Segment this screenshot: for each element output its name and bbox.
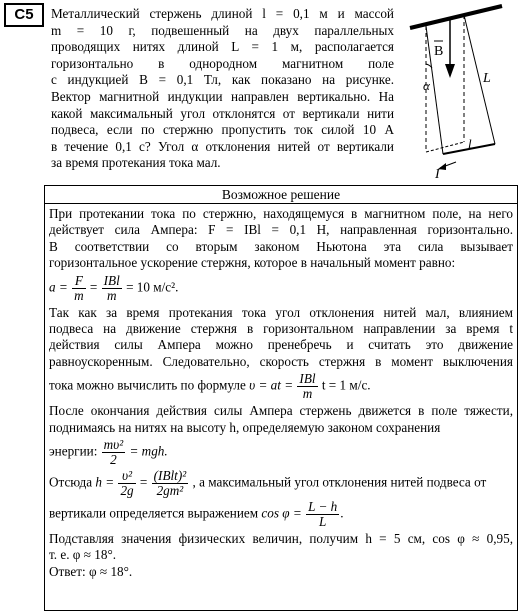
equation-cos [49, 500, 513, 529]
solution-body [45, 204, 517, 580]
solution-line: действия силы Ампера можно пренебречь и считать это движение [49, 337, 513, 353]
eq-text: энергии: [49, 443, 98, 459]
fraction [297, 372, 317, 401]
fraction [118, 469, 135, 498]
rod-length-label: l [468, 136, 472, 151]
fraction-numerator: L − h [308, 499, 338, 515]
problem-line: за время протекания тока мал. [51, 155, 221, 171]
equation-height [49, 469, 513, 498]
solution-line: подвеса на движение стержня в горизонтальном направлении за время t [49, 321, 513, 337]
equation-velocity [49, 372, 513, 401]
angle-label: α [423, 78, 430, 93]
problem-number-label: С5 [4, 3, 44, 27]
fraction-denominator: m [106, 287, 117, 303]
problem-line: в течение 0,1 с? Угол α отклонения нитей от вертикали [51, 138, 394, 154]
answer-line: Ответ: φ ≈ 18°. [49, 563, 133, 579]
problem-line: проводящих нитях длиной L = 1 м, располагается [51, 39, 394, 55]
eq-text: = [139, 474, 148, 490]
problem-line: какой максимальный угол отклонятся от вертикали нити [51, 105, 394, 121]
eq-text: t = 1 м/с. [321, 377, 371, 393]
fraction-denominator: L [319, 514, 327, 530]
fraction-numerator: mυ² [103, 437, 124, 453]
fraction-denominator: 2gm² [156, 483, 184, 499]
ceiling-bar [410, 6, 502, 28]
solution-line: В соответствии со вторым законом Ньютона эта сила вызывает [49, 238, 513, 254]
fraction-numerator: (IBlt)² [153, 468, 187, 484]
solution-line: Подставляя значения физических величин, получим h = 5 см, cos φ ≈ 0,95, [49, 531, 513, 547]
fraction [72, 274, 86, 303]
b-vector-arrowhead [445, 64, 455, 78]
eq-text: h = [95, 474, 115, 490]
fraction-numerator: IBl [299, 371, 316, 387]
b-vector-label: B [434, 44, 444, 59]
fraction [152, 469, 189, 498]
fraction-numerator: F [72, 274, 86, 289]
problem-line: m = 10 г, подвешенный на двух параллельных [51, 22, 394, 38]
eq-text: = mgh. [129, 443, 168, 459]
solution-line: После окончания действия силы Ампера стержень движется в поле тяжести, [49, 403, 513, 419]
thread-length-label: L [483, 71, 491, 86]
problem-line: Металлический стержень длиной l = 0,1 м и массой [51, 6, 394, 21]
eq-text: a = [49, 279, 68, 295]
solution-line: При протекании тока по стержню, находящемуся в магнитном поле, на него [49, 206, 513, 221]
eq-text: Отсюда [49, 474, 93, 490]
solution-line: поднимаясь на нитях на высоту h, определяемую законом сохранения [49, 419, 441, 435]
rod-diagram [398, 2, 520, 182]
problem-line: подвеса, если по стержню пропустить ток силой 10 А [51, 122, 394, 138]
eq-text: = [89, 279, 98, 295]
equation-acceleration [49, 274, 513, 303]
fraction [102, 438, 126, 467]
fraction [306, 500, 339, 529]
current-label: I [435, 167, 440, 182]
fraction-denominator: 2g [120, 483, 134, 499]
solution-line: действует сила Ампера: F = IBl = 0,1 Н, направленная горизонтально. [49, 222, 513, 238]
fraction-denominator: 2 [110, 452, 117, 468]
problem-statement [51, 6, 394, 172]
solution-line: равноускоренным. Следовательно, скорость стержня в момент выключения [49, 353, 513, 369]
fraction-numerator: υ² [118, 469, 135, 484]
equation-energy [49, 438, 513, 467]
fraction-numerator: IBl [103, 272, 120, 288]
fraction-denominator: m [302, 386, 313, 402]
eq-text: . [340, 505, 344, 521]
fraction [102, 274, 122, 303]
solution-box [44, 185, 518, 611]
eq-text: тока можно вычислить по формуле [49, 377, 246, 393]
solution-line: горизонтальное ускорение стержня, которое в начальный момент равно: [49, 255, 456, 271]
eq-text: вертикали определяется выражением [49, 505, 259, 521]
eq-text: = 10 м/с². [126, 279, 179, 295]
eq-text: υ = at = [249, 377, 294, 393]
problem-line: с индукцией B = 0,1 Тл, как показано на рисунке. [51, 72, 394, 88]
problem-line: горизонтально в однородном магнитном поле [51, 55, 394, 71]
solution-line: Так как за время протекания тока угол отклонения нитей мал, влиянием [49, 304, 513, 320]
fraction-denominator: m [74, 287, 84, 303]
eq-text: cos φ = [261, 505, 302, 521]
problem-line: Вектор магнитной индукции направлен вертикально. На [51, 88, 394, 104]
solution-line: т. е. φ ≈ 18°. [49, 547, 117, 563]
solution-heading: Возможное решение [45, 186, 517, 204]
eq-text: , а максимальный угол отклонения нитей подвеса от [192, 474, 487, 490]
